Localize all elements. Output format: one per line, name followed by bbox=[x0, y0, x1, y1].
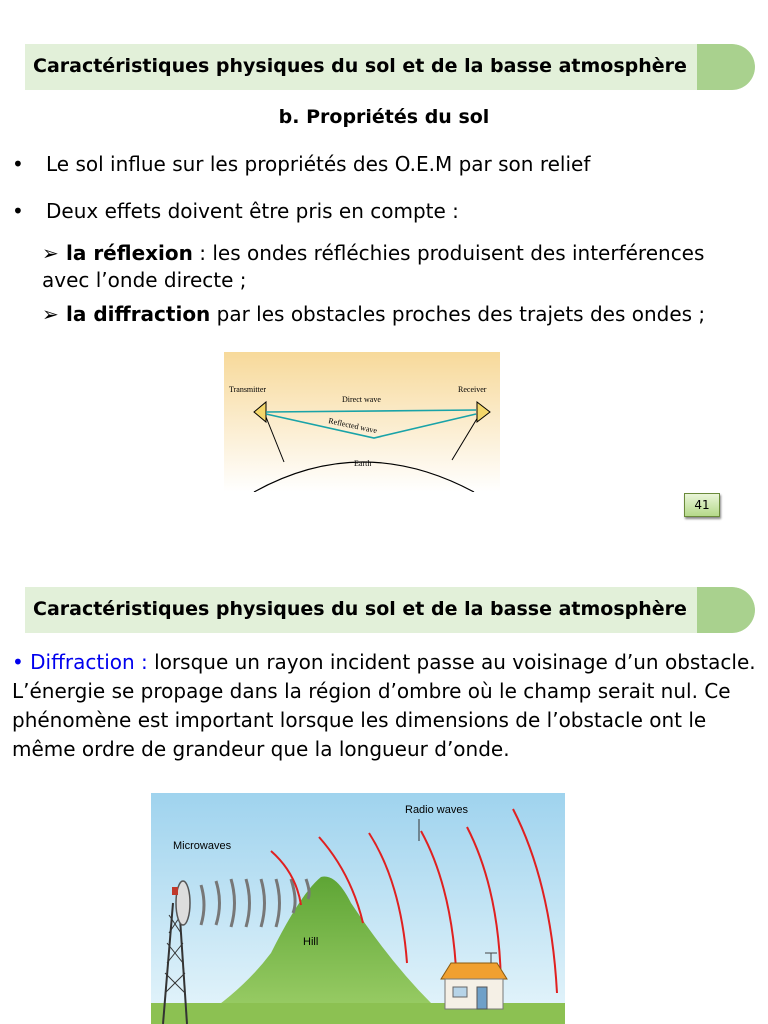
slide-title-bar bbox=[25, 587, 755, 633]
sub-item-text: par les obstacles proches des trajets des ondes ; bbox=[210, 302, 706, 326]
arrow-bullet-icon: ➢ bbox=[42, 302, 59, 326]
slide-title-bar bbox=[25, 44, 755, 90]
hill-label: Hill bbox=[303, 936, 319, 948]
reflected-wave-label: Reflected wave bbox=[327, 416, 378, 436]
slide-title: Caractéristiques physiques du sol et de la basse atmosphère bbox=[33, 598, 687, 620]
earth-label: Earth bbox=[354, 459, 372, 468]
reflection-diagram bbox=[224, 352, 500, 492]
diffraction-diagram bbox=[151, 793, 565, 1024]
title-bar-accent bbox=[697, 587, 755, 633]
sub-item-reflexion bbox=[42, 240, 752, 294]
diffraction-text: lorsque un rayon incident passe au voisinage d’un obstacle. L’énergie se propage dans la région d’ombre où le champ serait nul. Ce phénomène est important lorsque les dimensions de l’obstacle ont le même ordre de grandeur que la longueur d’onde. bbox=[12, 650, 756, 761]
direct-wave-label: Direct wave bbox=[342, 395, 381, 404]
sub-item-diffraction bbox=[42, 301, 752, 328]
microwaves-label: Microwaves bbox=[173, 840, 232, 852]
slide-title: Caractéristiques physiques du sol et de la basse atmosphère bbox=[33, 55, 687, 77]
bullet-dot: • bbox=[12, 199, 24, 223]
bullet-text: Deux effets doivent être pris en compte : bbox=[46, 199, 459, 223]
transmitter-label: Transmitter bbox=[229, 385, 267, 394]
diffraction-term: Diffraction : bbox=[30, 650, 148, 674]
section-subtitle: b. Propriétés du sol bbox=[278, 106, 490, 128]
title-bar-accent bbox=[697, 44, 755, 90]
bullet-text: Le sol influe sur les propriétés des O.E.M par son relief bbox=[46, 152, 591, 176]
radio-waves-label: Radio waves bbox=[405, 804, 468, 816]
bullet-item bbox=[12, 199, 459, 223]
bullet-item bbox=[12, 152, 590, 176]
term-diffraction: la diffraction bbox=[66, 302, 211, 326]
slide-2 bbox=[0, 560, 768, 1024]
receiver-label: Receiver bbox=[458, 385, 487, 394]
arrow-bullet-icon: ➢ bbox=[42, 241, 59, 265]
sub-item-text: : les ondes réfléchies produisent des interférences avec l’onde directe ; bbox=[42, 241, 705, 292]
term-reflexion: la réflexion bbox=[66, 241, 193, 265]
diffraction-paragraph bbox=[12, 648, 757, 764]
bullet-dot: • bbox=[12, 152, 24, 176]
page-number-badge: 41 bbox=[684, 493, 720, 517]
bullet-dot: • bbox=[12, 650, 31, 674]
